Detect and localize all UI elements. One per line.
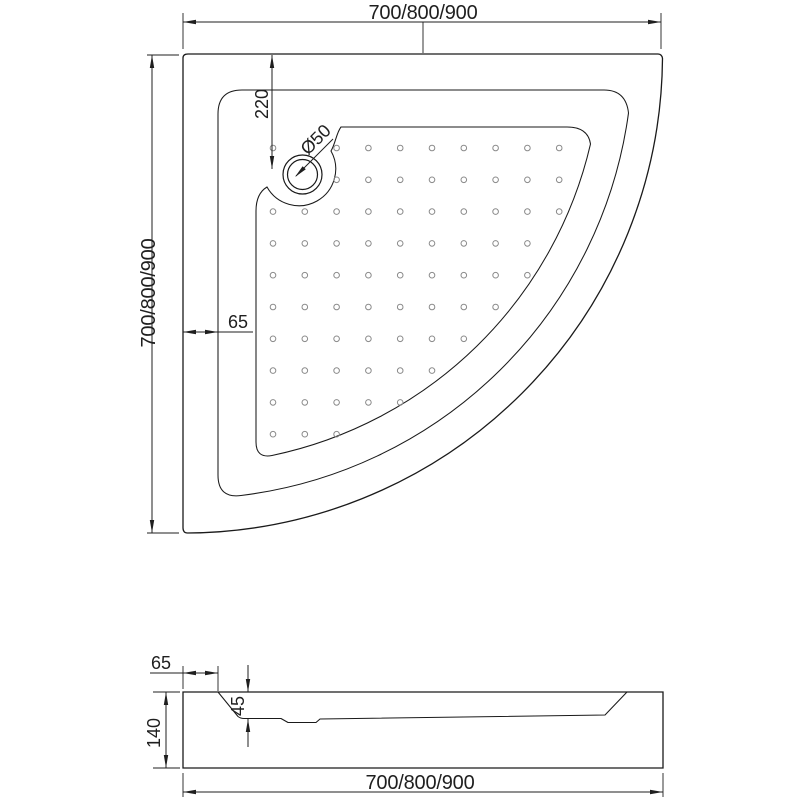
arrow-down: [150, 520, 154, 533]
anti-slip-dot: [556, 145, 562, 151]
arrow-left: [183, 671, 196, 675]
basin-depth-text: 45: [228, 695, 248, 717]
tray-floor-contour: [256, 127, 591, 456]
anti-slip-dot: [397, 272, 403, 278]
arrow-up: [164, 692, 168, 705]
arrow-down: [246, 679, 250, 692]
anti-slip-dot: [397, 241, 403, 247]
anti-slip-dot: [556, 177, 562, 183]
drain-outer-circle: [283, 155, 322, 194]
drain-inner-circle: [288, 160, 318, 190]
tray-outer-contour: [183, 54, 663, 533]
anti-slip-dot: [366, 336, 372, 342]
anti-slip-dot: [334, 145, 340, 151]
arrow-down: [164, 755, 168, 768]
anti-slip-dot: [366, 241, 372, 247]
anti-slip-dot: [397, 304, 403, 310]
anti-slip-dot: [302, 368, 308, 374]
anti-slip-dot: [525, 272, 531, 278]
anti-slip-dot: [302, 400, 308, 406]
anti-slip-dots: [270, 145, 562, 437]
dim-drain-diameter: [295, 121, 335, 177]
dim-top-width: [183, 2, 661, 53]
anti-slip-dot: [366, 368, 372, 374]
anti-slip-dot: [270, 272, 276, 278]
tray-rim-inner-contour: [218, 90, 629, 496]
overall-height-text: 140: [144, 717, 164, 749]
dim-left-height: [138, 55, 179, 533]
anti-slip-dot: [366, 209, 372, 215]
anti-slip-dot: [270, 209, 276, 215]
arrow-up: [270, 55, 274, 68]
anti-slip-dot: [429, 336, 435, 342]
anti-slip-dot: [302, 241, 308, 247]
anti-slip-dot: [493, 209, 499, 215]
anti-slip-dot: [493, 272, 499, 278]
anti-slip-dot: [334, 241, 340, 247]
anti-slip-dot: [525, 209, 531, 215]
dim-drain-offset: [252, 55, 274, 169]
anti-slip-dot: [556, 209, 562, 215]
anti-slip-dot: [461, 272, 467, 278]
arrow-down: [270, 156, 274, 169]
anti-slip-dot: [461, 304, 467, 310]
anti-slip-dot: [334, 368, 340, 374]
dim-rim-width-section: [150, 653, 218, 691]
anti-slip-dot: [302, 272, 308, 278]
anti-slip-dot: [366, 177, 372, 183]
anti-slip-dot: [334, 304, 340, 310]
left-height-text: 700/800/900: [138, 238, 160, 348]
anti-slip-dot: [270, 431, 276, 437]
rim-width-text: 65: [227, 312, 249, 332]
anti-slip-dot: [429, 368, 435, 374]
anti-slip-dot: [366, 400, 372, 406]
anti-slip-dot: [270, 368, 276, 374]
anti-slip-dot: [270, 304, 276, 310]
anti-slip-dot: [397, 368, 403, 374]
drain-offset-text: 220: [252, 88, 272, 120]
anti-slip-dot: [270, 241, 276, 247]
anti-slip-dot: [334, 400, 340, 406]
anti-slip-dot: [334, 209, 340, 215]
anti-slip-dot: [429, 209, 435, 215]
anti-slip-dot: [525, 177, 531, 183]
anti-slip-dot: [429, 272, 435, 278]
arrow-right: [650, 790, 663, 794]
anti-slip-dot: [429, 177, 435, 183]
drain-diameter-text: Ø50: [296, 120, 335, 159]
arrow-left: [183, 790, 196, 794]
arrow-right: [648, 20, 661, 24]
anti-slip-dot: [366, 145, 372, 151]
anti-slip-dot: [366, 272, 372, 278]
anti-slip-dot: [397, 400, 403, 406]
bottom-width-text: 700/800/900: [365, 772, 475, 794]
anti-slip-dot: [334, 336, 340, 342]
anti-slip-dot: [270, 336, 276, 342]
anti-slip-dot: [302, 304, 308, 310]
arrow-up: [246, 719, 250, 732]
section-outer-rect: [183, 692, 663, 768]
drain-leader-arrow: [295, 166, 306, 177]
anti-slip-dot: [461, 336, 467, 342]
anti-slip-dot: [397, 177, 403, 183]
anti-slip-dot: [270, 400, 276, 406]
dim-basin-depth: [228, 665, 250, 747]
anti-slip-dot: [461, 145, 467, 151]
anti-slip-dot: [334, 272, 340, 278]
anti-slip-dot: [302, 209, 308, 215]
top-width-text: 700/800/900: [368, 2, 478, 24]
anti-slip-dot: [493, 304, 499, 310]
anti-slip-dot: [429, 304, 435, 310]
top-view: [138, 2, 663, 533]
section-view: [144, 653, 663, 797]
anti-slip-dot: [429, 241, 435, 247]
anti-slip-dot: [525, 241, 531, 247]
anti-slip-dot: [397, 336, 403, 342]
anti-slip-dot: [302, 336, 308, 342]
arrow-left: [183, 330, 196, 334]
anti-slip-dot: [397, 145, 403, 151]
anti-slip-dot: [461, 177, 467, 183]
arrow-right: [205, 671, 218, 675]
anti-slip-dot: [493, 241, 499, 247]
arrow-left: [183, 20, 196, 24]
anti-slip-dot: [525, 145, 531, 151]
anti-slip-dot: [366, 304, 372, 310]
anti-slip-dot: [429, 145, 435, 151]
dim-overall-height: [144, 692, 180, 768]
dim-bottom-width: [183, 772, 663, 797]
anti-slip-dot: [302, 431, 308, 437]
anti-slip-dot: [461, 209, 467, 215]
anti-slip-dot: [493, 145, 499, 151]
anti-slip-dot: [461, 241, 467, 247]
arrow-up: [150, 55, 154, 68]
anti-slip-dot: [493, 177, 499, 183]
drain: [283, 155, 322, 194]
anti-slip-dot: [397, 209, 403, 215]
anti-slip-dot: [270, 145, 276, 151]
section-basin-profile: [218, 692, 627, 723]
rim-width-text: 65: [150, 653, 172, 673]
arrow-right: [205, 330, 218, 334]
